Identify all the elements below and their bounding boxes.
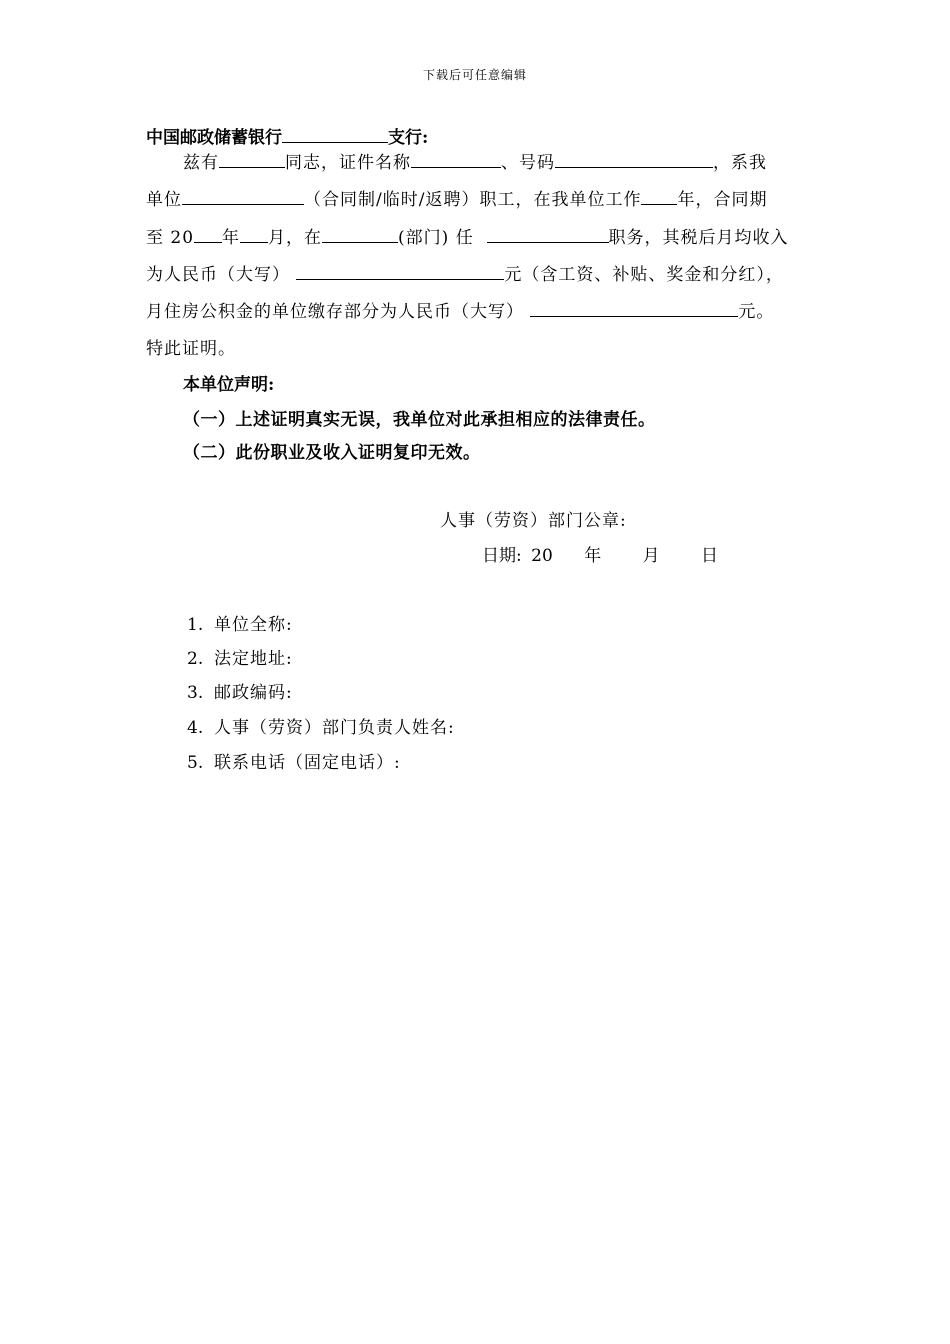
field-number: 4.	[187, 718, 204, 738]
field-number: 2.	[187, 649, 204, 669]
header-note: 下载后可任意编辑	[422, 68, 527, 82]
unit-blank[interactable]	[182, 188, 304, 205]
field-label: 人事（劳资）部门负责人姓名:	[214, 718, 455, 738]
position-blank[interactable]	[487, 226, 609, 243]
declaration-item-2: （二）此份职业及收入证明复印无效。	[183, 443, 481, 463]
id-number-blank[interactable]	[555, 151, 713, 168]
text: 单位	[146, 190, 182, 210]
declaration-item-1: （一）上述证明真实无误，我单位对此承担相应的法律责任。	[183, 410, 656, 430]
text: 年	[222, 228, 241, 248]
text: 、号码	[501, 153, 555, 173]
text: 为人民币（大写）	[146, 265, 290, 285]
years-blank[interactable]	[641, 188, 677, 205]
body-line-4	[146, 263, 784, 286]
field-label: 联系电话（固定电话）:	[214, 753, 401, 773]
field-item	[187, 648, 293, 670]
declaration-title: 本单位声明:	[183, 375, 275, 395]
text: ，系我	[713, 153, 767, 173]
name-blank[interactable]	[219, 151, 285, 168]
branch-blank[interactable]	[282, 126, 388, 143]
text: 月，在	[268, 228, 323, 248]
field-label: 法定地址:	[214, 649, 293, 669]
seal-label: 人事（劳资）部门公章:	[440, 511, 627, 531]
field-item	[187, 614, 293, 636]
date-year: 年	[584, 546, 602, 566]
field-label: 单位全称:	[214, 615, 293, 635]
branch-suffix: 支行:	[388, 128, 429, 148]
addressee-line	[146, 126, 428, 149]
text: 元。	[738, 302, 775, 322]
date-line	[482, 545, 718, 567]
text: 兹有	[183, 153, 219, 173]
field-item	[187, 682, 293, 704]
field-number: 5.	[187, 753, 204, 773]
text: 年，合同期	[677, 190, 768, 210]
field-item	[187, 717, 455, 739]
contract-month-blank[interactable]	[240, 226, 268, 243]
text: 元（含工资、补贴、奖金和分红），	[504, 265, 784, 285]
bank-name: 中国邮政储蓄银行	[146, 128, 282, 148]
department-blank[interactable]	[322, 226, 398, 243]
body-line-3	[146, 226, 789, 249]
text: (部门) 任	[398, 228, 474, 248]
text: 月住房公积金的单位缴存部分为人民币（大写）	[146, 302, 524, 322]
field-label: 邮政编码:	[214, 683, 293, 703]
date-year-prefix: 20	[531, 546, 553, 566]
date-month: 月	[642, 546, 660, 566]
field-number: 1.	[187, 615, 204, 635]
text: 同志，证件名称	[285, 153, 411, 173]
text: 至 20	[146, 228, 195, 248]
income-amount-blank[interactable]	[296, 263, 504, 280]
field-item	[187, 752, 401, 774]
date-day: 日	[701, 546, 718, 566]
contract-year-blank[interactable]	[194, 226, 222, 243]
id-type-blank[interactable]	[411, 151, 501, 168]
body-line-5	[146, 300, 774, 323]
body-line-2	[146, 188, 767, 211]
body-line-6: 特此证明。	[146, 339, 236, 359]
date-label: 日期:	[482, 546, 522, 566]
text: （合同制/临时/返聘）职工，在我单位工作	[304, 190, 642, 210]
text: 职务，其税后月均收入	[608, 228, 789, 248]
fund-amount-blank[interactable]	[530, 300, 738, 317]
field-number: 3.	[187, 683, 204, 703]
body-line-1	[183, 151, 767, 174]
